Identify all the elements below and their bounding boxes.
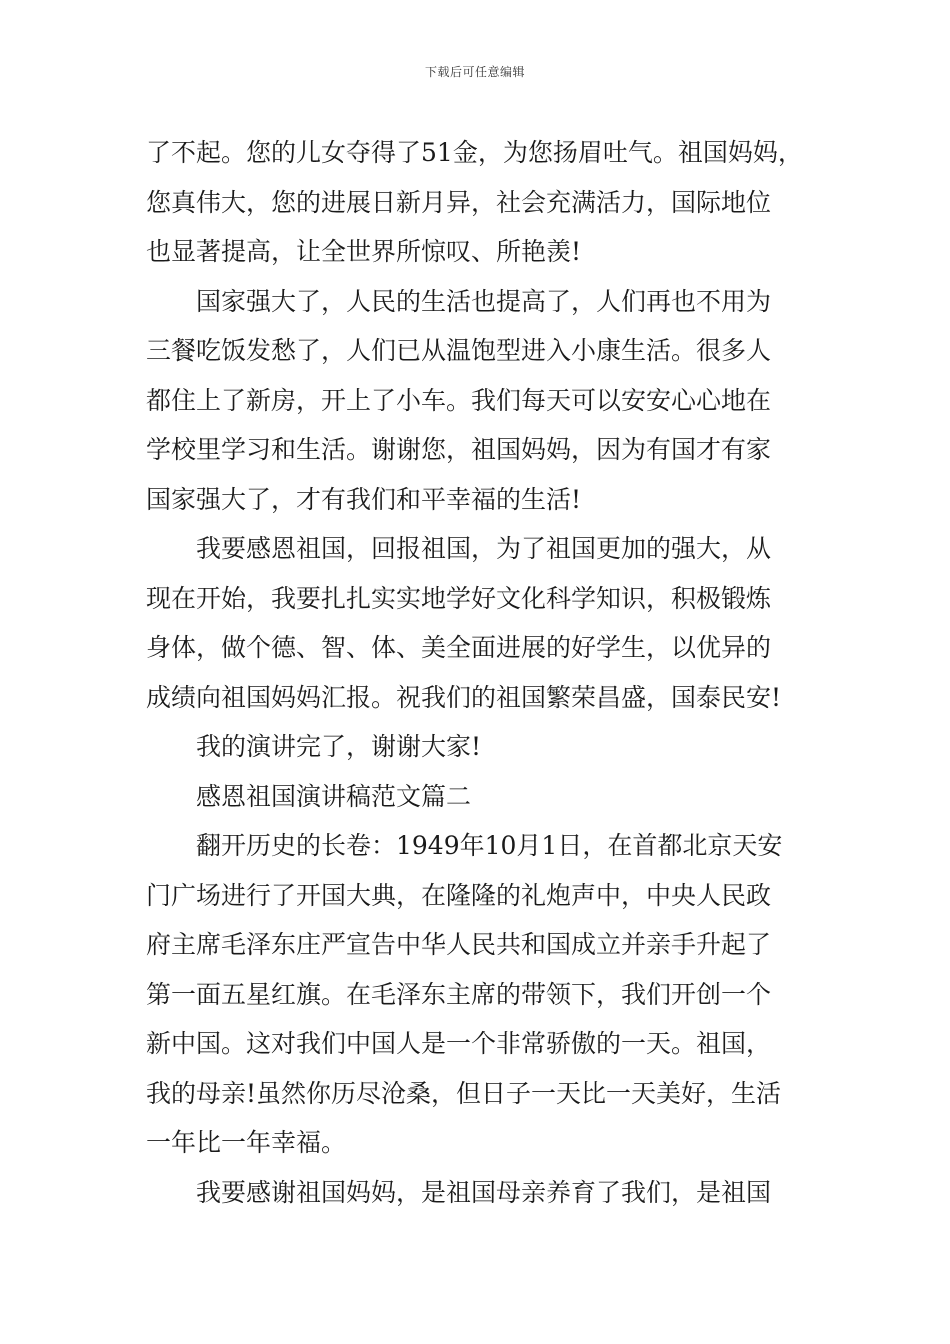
text-line: 成绩向祖国妈妈汇报。祝我们的祖国繁荣昌盛，国泰民安! (146, 682, 782, 712)
text-line: 了不起。您的儿女夺得了51金，为您扬眉吐气。祖国妈妈， (146, 138, 803, 167)
text-line: 府主席毛泽东庄严宣告中华人民共和国成立并亲手升起了 (146, 930, 772, 959)
text-line: 我要感恩祖国，回报祖国，为了祖国更加的强大，从 (196, 534, 772, 563)
text-line: 新中国。这对我们中国人是一个非常骄傲的一天。祖国， (146, 1029, 772, 1058)
text-line: 国家强大了，人民的生活也提高了，人们再也不用为 (196, 286, 772, 316)
text-line: 您真伟大，您的进展日新月异，社会充满活力，国际地位 (146, 187, 772, 217)
text-line: 三餐吃饭发愁了，人们已从温饱型进入小康生活。很多人 (146, 336, 772, 365)
paragraph-4 (146, 722, 806, 772)
text-line: 国家强大了，才有我们和平幸福的生活! (146, 484, 582, 514)
text-line: 也显著提高，让全世界所惊叹、所艳羡! (146, 237, 582, 266)
text-line: 我要感谢祖国妈妈，是祖国母亲养育了我们，是祖国 (196, 1177, 772, 1207)
section-heading (146, 772, 806, 822)
text-line: 翻开历史的长卷：1949年10月1日，在首都北京天安 (196, 831, 783, 860)
text-line: 身体，做个德、智、体、美全面进展的好学生，以优异的 (146, 633, 772, 662)
text-line: 都住上了新房，开上了小车。我们每天可以安安心心地在 (146, 385, 772, 415)
text-line: 一年比一年幸福。 (146, 1128, 347, 1157)
text-line: 现在开始，我要扎扎实实地学好文化科学知识，积极锻炼 (146, 583, 772, 613)
paragraph-2 (146, 277, 806, 525)
paragraph-6 (146, 1168, 806, 1218)
page-header: 下载后可任意编辑 (424, 65, 525, 79)
text-line: 门广场进行了开国大典，在隆隆的礼炮声中，中央人民政 (146, 880, 772, 910)
paragraph-1 (146, 128, 806, 277)
text-line: 学校里学习和生活。谢谢您，祖国妈妈，因为有国才有家 (146, 435, 772, 464)
document-body (146, 128, 806, 1217)
text-line: 感恩祖国演讲稿范文篇二 (196, 781, 472, 811)
text-line: 我的母亲!虽然你历尽沧桑，但日子一天比一天美好，生活 (146, 1078, 782, 1108)
text-line: 第一面五星红旗。在毛泽东主席的带领下，我们开创一个 (146, 979, 772, 1009)
text-line: 我的演讲完了，谢谢大家! (196, 732, 482, 761)
paragraph-5 (146, 821, 806, 1168)
paragraph-3 (146, 524, 806, 722)
